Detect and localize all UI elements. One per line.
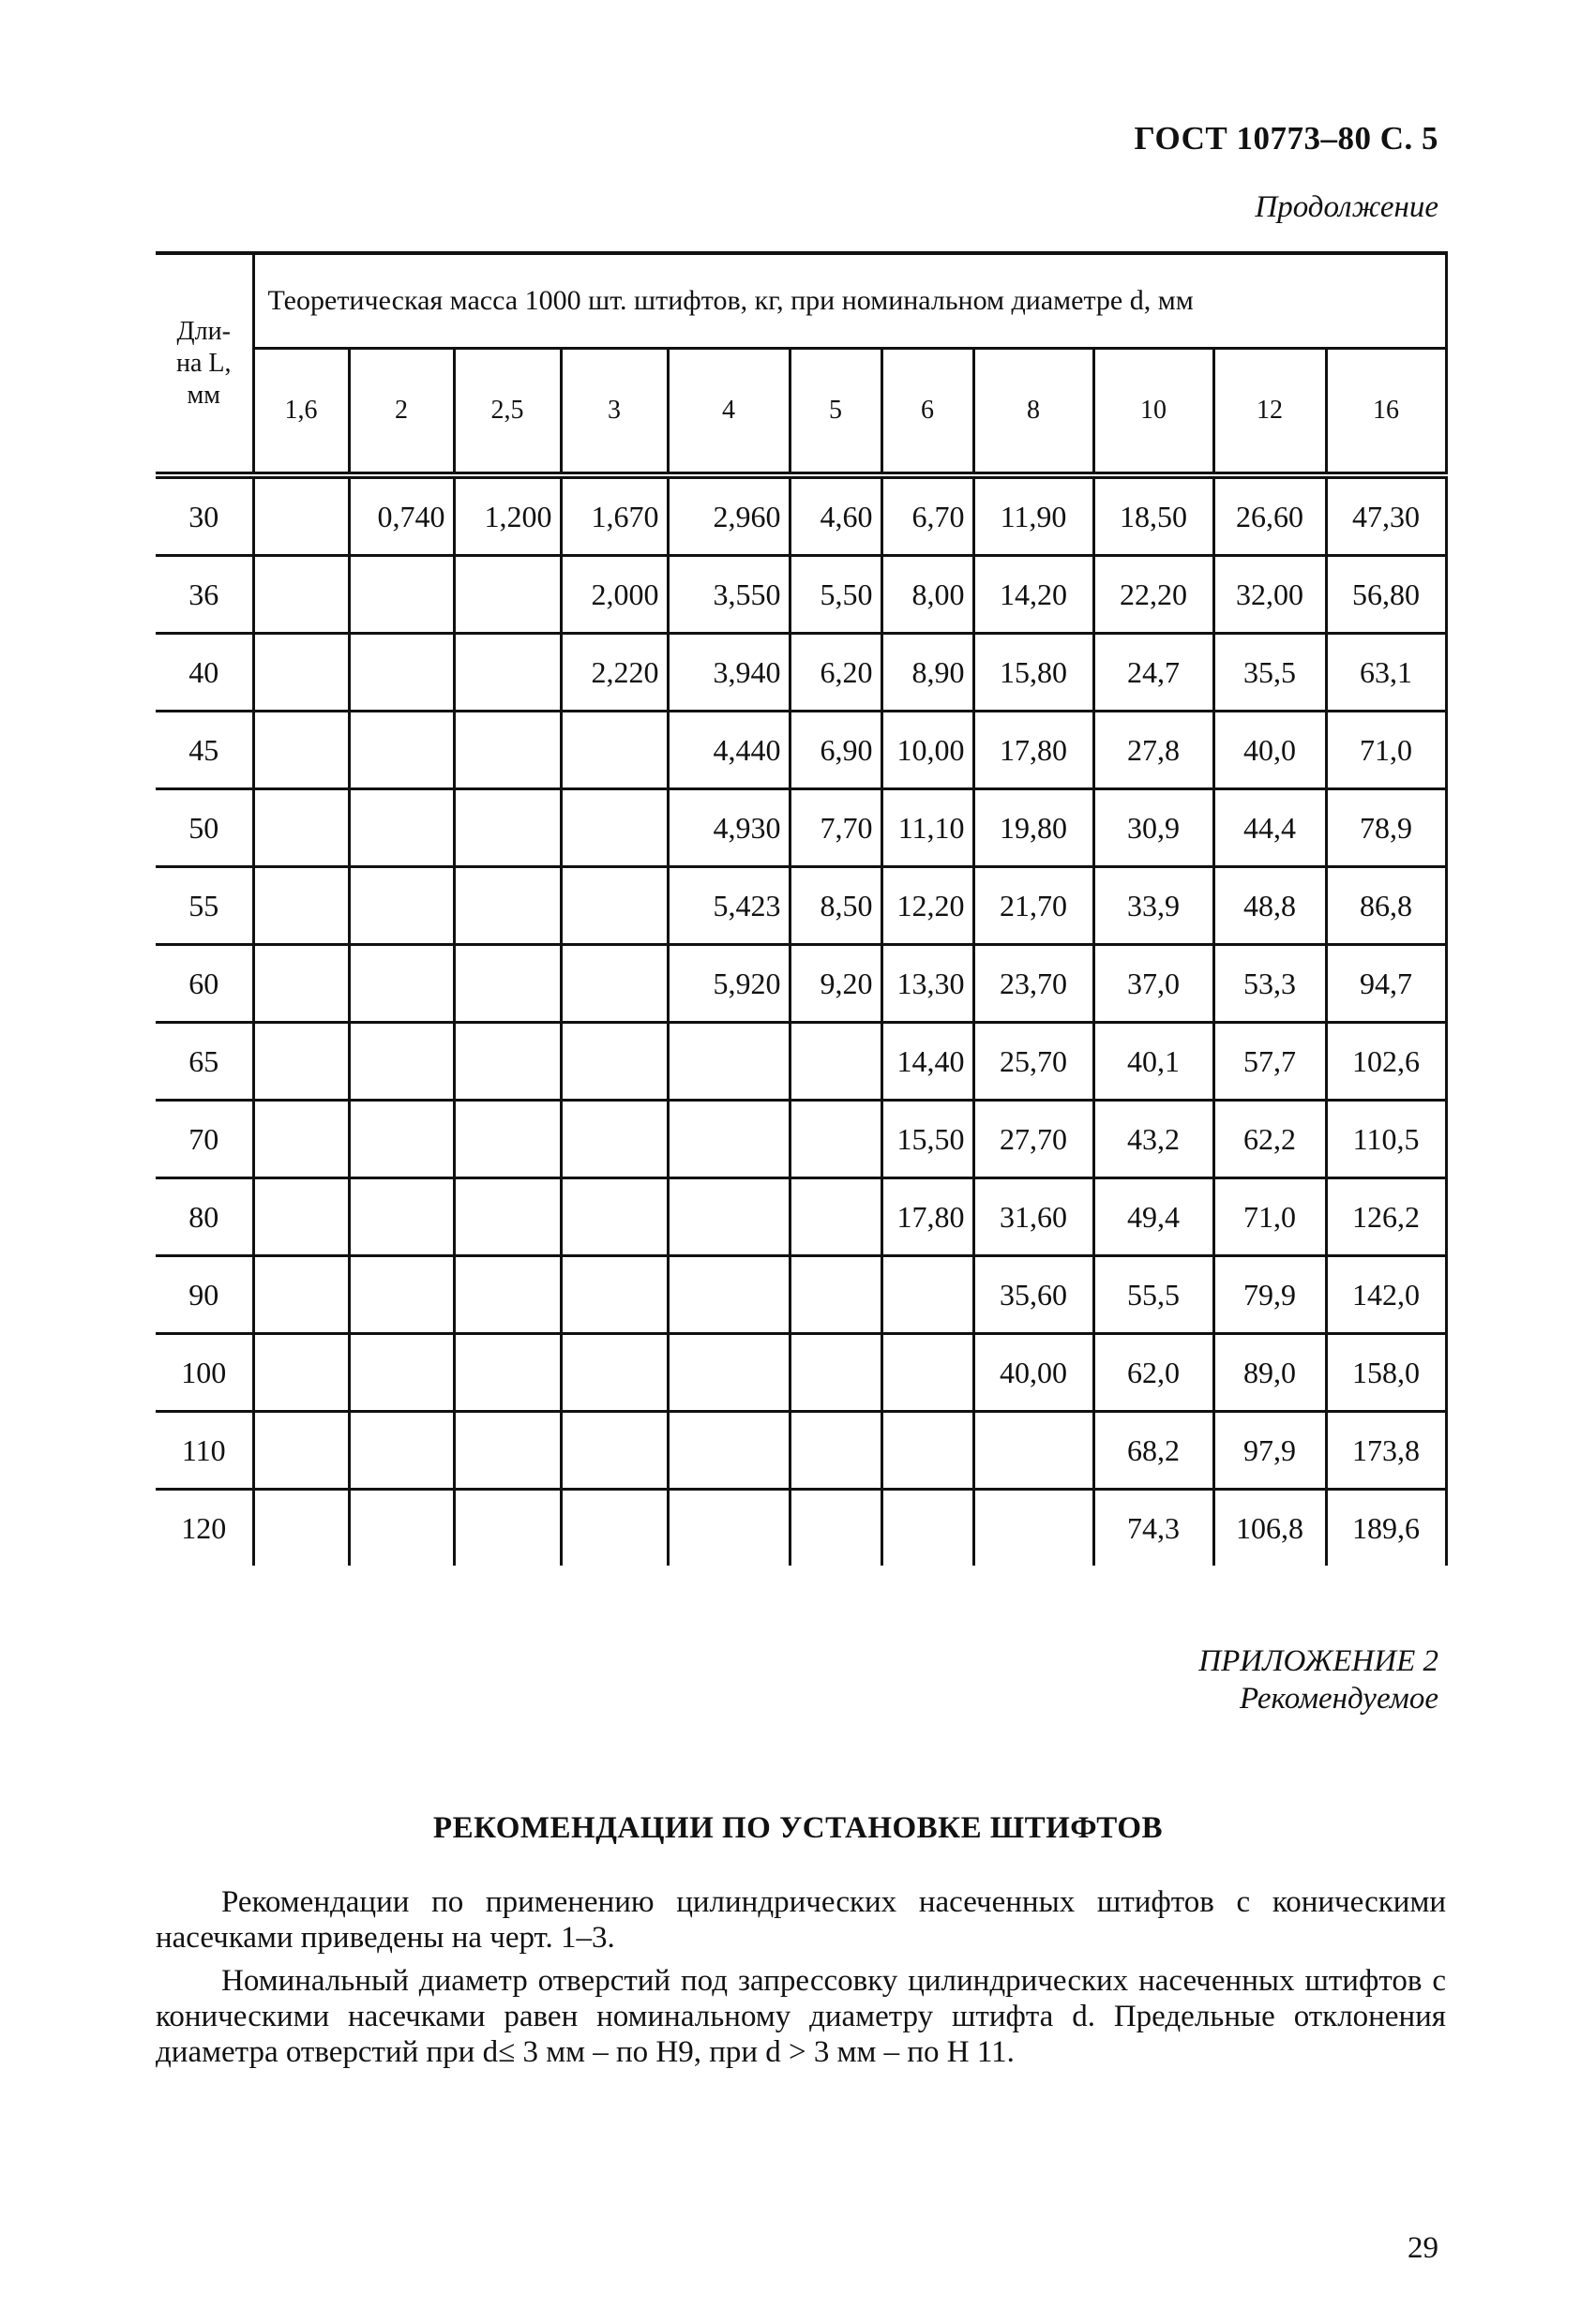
mass-cell: 27,70 — [973, 1101, 1093, 1178]
mass-cell — [454, 1490, 561, 1567]
diameter-header-cell: 8 — [973, 349, 1093, 476]
mass-cell: 25,70 — [973, 1023, 1093, 1101]
mass-cell — [561, 1101, 668, 1178]
mass-cell: 71,0 — [1213, 1178, 1326, 1256]
mass-cell — [790, 1334, 881, 1412]
table-row — [156, 1490, 1446, 1567]
mass-cell: 68,2 — [1093, 1412, 1213, 1490]
table-row — [156, 1101, 1446, 1178]
diameter-header-cell: 3 — [561, 349, 668, 476]
mass-cell: 71,0 — [1326, 712, 1446, 789]
mass-cell: 8,00 — [881, 556, 973, 634]
mass-cell — [790, 1023, 881, 1101]
mass-cell — [668, 1178, 790, 1256]
mass-cell — [349, 634, 454, 712]
mass-cell: 158,0 — [1326, 1334, 1446, 1412]
mass-cell: 62,2 — [1213, 1101, 1326, 1178]
mass-cell: 14,20 — [973, 556, 1093, 634]
mass-cell: 5,50 — [790, 556, 881, 634]
mass-cell: 5,423 — [668, 867, 790, 945]
mass-cell — [454, 1178, 561, 1256]
mass-cell: 9,20 — [790, 945, 881, 1023]
mass-cell — [668, 1101, 790, 1178]
diameter-header-cell: 2,5 — [454, 349, 561, 476]
mass-cell — [253, 1490, 349, 1567]
mass-cell — [253, 556, 349, 634]
mass-cell: 19,80 — [973, 789, 1093, 867]
mass-cell: 1,200 — [454, 475, 561, 556]
mass-cell: 40,1 — [1093, 1023, 1213, 1101]
mass-cell: 57,7 — [1213, 1023, 1326, 1101]
mass-cell: 89,0 — [1213, 1334, 1326, 1412]
table-row — [156, 712, 1446, 789]
mass-cell — [668, 1334, 790, 1412]
mass-cell: 32,00 — [1213, 556, 1326, 634]
length-cell: 45 — [156, 712, 253, 789]
mass-cell — [253, 1412, 349, 1490]
mass-cell — [881, 1490, 973, 1567]
mass-cell: 31,60 — [973, 1178, 1093, 1256]
mass-cell: 7,70 — [790, 789, 881, 867]
diameter-header-cell: 4 — [668, 349, 790, 476]
mass-cell — [349, 1490, 454, 1567]
mass-cell: 44,4 — [1213, 789, 1326, 867]
length-cell: 65 — [156, 1023, 253, 1101]
diameter-header-cell: 16 — [1326, 349, 1446, 476]
mass-cell — [790, 1256, 881, 1334]
mass-cell: 189,6 — [1326, 1490, 1446, 1567]
diameter-header-cell: 2 — [349, 349, 454, 476]
table-row — [156, 1256, 1446, 1334]
mass-cell: 79,9 — [1213, 1256, 1326, 1334]
mass-cell: 15,80 — [973, 634, 1093, 712]
mass-cell — [668, 1256, 790, 1334]
mass-cell: 56,80 — [1326, 556, 1446, 634]
mass-cell: 24,7 — [1093, 634, 1213, 712]
mass-cell: 11,90 — [973, 475, 1093, 556]
mass-cell — [454, 556, 561, 634]
mass-cell — [790, 1101, 881, 1178]
mass-cell — [668, 1412, 790, 1490]
mass-cell — [253, 1178, 349, 1256]
mass-cell — [253, 867, 349, 945]
mass-cell: 5,920 — [668, 945, 790, 1023]
table-row — [156, 475, 1446, 556]
mass-cell: 142,0 — [1326, 1256, 1446, 1334]
length-cell: 110 — [156, 1412, 253, 1490]
mass-cell — [790, 1178, 881, 1256]
mass-cell — [349, 712, 454, 789]
mass-cell: 49,4 — [1093, 1178, 1213, 1256]
length-cell: 55 — [156, 867, 253, 945]
mass-cell: 10,00 — [881, 712, 973, 789]
mass-cell: 48,8 — [1213, 867, 1326, 945]
mass-cell — [561, 1412, 668, 1490]
mass-cell — [561, 945, 668, 1023]
mass-cell — [253, 1023, 349, 1101]
mass-cell: 63,1 — [1326, 634, 1446, 712]
mass-cell: 53,3 — [1213, 945, 1326, 1023]
mass-cell — [881, 1256, 973, 1334]
mass-cell: 3,550 — [668, 556, 790, 634]
mass-cell: 40,0 — [1213, 712, 1326, 789]
length-cell: 100 — [156, 1334, 253, 1412]
appendix-status: Рекомендуемое — [1239, 1682, 1438, 1716]
mass-cell — [253, 1101, 349, 1178]
length-cell: 40 — [156, 634, 253, 712]
length-header-line: на L, — [175, 348, 232, 378]
mass-cell — [881, 1412, 973, 1490]
mass-cell — [349, 789, 454, 867]
mass-cell: 33,9 — [1093, 867, 1213, 945]
mass-cell: 8,90 — [881, 634, 973, 712]
diameter-header-row — [156, 349, 1446, 476]
length-cell: 90 — [156, 1256, 253, 1334]
mass-cell: 94,7 — [1326, 945, 1446, 1023]
mass-cell — [454, 1334, 561, 1412]
mass-cell: 37,0 — [1093, 945, 1213, 1023]
mass-cell — [881, 1334, 973, 1412]
mass-cell — [349, 556, 454, 634]
mass-cell — [561, 1256, 668, 1334]
mass-cell: 0,740 — [349, 475, 454, 556]
mass-cell: 35,60 — [973, 1256, 1093, 1334]
mass-cell — [253, 1334, 349, 1412]
mass-cell — [561, 1023, 668, 1101]
mass-cell: 86,8 — [1326, 867, 1446, 945]
mass-cell — [349, 1412, 454, 1490]
section-body — [156, 1884, 1446, 2077]
mass-cell: 110,5 — [1326, 1101, 1446, 1178]
mass-cell — [349, 1101, 454, 1178]
mass-cell — [561, 867, 668, 945]
appendix-label — [1198, 1642, 1438, 1717]
mass-cell — [561, 1178, 668, 1256]
page-number: 29 — [1408, 2231, 1438, 2265]
mass-cell — [454, 1101, 561, 1178]
mass-cell — [454, 945, 561, 1023]
table-row — [156, 945, 1446, 1023]
mass-cell — [668, 1490, 790, 1567]
mass-cell: 1,670 — [561, 475, 668, 556]
paragraph: Номинальный диаметр отверстий под запрессовку цилиндрических насеченных штифтов с коническими насечками равен номинальному диаметру штифта d. Предельные отклонения диаметра отверстий при d≤ 3 мм – по Н9, при d > 3 мм – по Н 11. — [156, 1964, 1446, 2069]
mass-cell — [454, 867, 561, 945]
mass-cell: 6,20 — [790, 634, 881, 712]
mass-cell: 35,5 — [1213, 634, 1326, 712]
mass-cell: 173,8 — [1326, 1412, 1446, 1490]
mass-cell — [253, 712, 349, 789]
appendix-title: ПРИЛОЖЕНИЕ 2 — [1198, 1644, 1438, 1678]
mass-cell — [790, 1412, 881, 1490]
length-cell: 30 — [156, 475, 253, 556]
mass-cell: 43,2 — [1093, 1101, 1213, 1178]
mass-cell — [973, 1412, 1093, 1490]
mass-cell — [253, 789, 349, 867]
table-body — [156, 475, 1446, 1566]
table-row — [156, 1412, 1446, 1490]
table-row — [156, 1023, 1446, 1101]
document-reference: ГОСТ 10773–80 С. 5 — [1134, 120, 1438, 157]
mass-cell — [561, 1334, 668, 1412]
section-title: РЕКОМЕНДАЦИИ ПО УСТАНОВКЕ ШТИФТОВ — [432, 1811, 1164, 1845]
length-cell: 50 — [156, 789, 253, 867]
mass-cell: 11,10 — [881, 789, 973, 867]
table-row — [156, 867, 1446, 945]
mass-cell: 23,70 — [973, 945, 1093, 1023]
table-row — [156, 634, 1446, 712]
mass-cell: 126,2 — [1326, 1178, 1446, 1256]
mass-cell — [349, 1334, 454, 1412]
mass-cell: 97,9 — [1213, 1412, 1326, 1490]
continuation-label: Продолжение — [1255, 190, 1438, 224]
mass-cell — [790, 1490, 881, 1567]
diameter-header-cell: 5 — [790, 349, 881, 476]
mass-cell: 2,960 — [668, 475, 790, 556]
mass-cell: 17,80 — [881, 1178, 973, 1256]
table-row — [156, 556, 1446, 634]
mass-cell: 8,50 — [790, 867, 881, 945]
mass-cell: 40,00 — [973, 1334, 1093, 1412]
length-cell: 70 — [156, 1101, 253, 1178]
mass-cell: 102,6 — [1326, 1023, 1446, 1101]
mass-cell: 47,30 — [1326, 475, 1446, 556]
mass-cell: 4,60 — [790, 475, 881, 556]
table-row — [156, 789, 1446, 867]
mass-cell — [349, 1256, 454, 1334]
mass-cell: 27,8 — [1093, 712, 1213, 789]
mass-cell — [349, 945, 454, 1023]
mass-cell — [561, 712, 668, 789]
length-header-line: Дли- — [176, 316, 231, 346]
mass-cell — [454, 1412, 561, 1490]
mass-cell — [253, 945, 349, 1023]
mass-cell: 17,80 — [973, 712, 1093, 789]
mass-cell — [454, 1023, 561, 1101]
length-cell: 36 — [156, 556, 253, 634]
mass-cell: 4,440 — [668, 712, 790, 789]
mass-cell: 14,40 — [881, 1023, 973, 1101]
diameter-header-cell: 10 — [1093, 349, 1213, 476]
diameter-header-cell: 1,6 — [253, 349, 349, 476]
mass-cell: 6,70 — [881, 475, 973, 556]
mass-cell: 62,0 — [1093, 1334, 1213, 1412]
length-cell: 60 — [156, 945, 253, 1023]
length-header-line: мм — [187, 380, 220, 410]
paragraph: Рекомендации по применению цилиндрических насеченных штифтов с коническими насечками приведены на черт. 1–3. — [156, 1885, 1446, 1955]
table-row — [156, 1178, 1446, 1256]
mass-cell — [668, 1023, 790, 1101]
mass-cell: 21,70 — [973, 867, 1093, 945]
diameter-header-cell: 12 — [1213, 349, 1326, 476]
diameter-header-cell: 6 — [881, 349, 973, 476]
mass-cell — [454, 712, 561, 789]
mass-cell: 3,940 — [668, 634, 790, 712]
mass-cell — [349, 1178, 454, 1256]
mass-cell: 2,000 — [561, 556, 668, 634]
mass-cell — [349, 867, 454, 945]
mass-cell: 30,9 — [1093, 789, 1213, 867]
mass-cell: 12,20 — [881, 867, 973, 945]
mass-cell: 15,50 — [881, 1101, 973, 1178]
mass-cell — [253, 1256, 349, 1334]
mass-table — [156, 251, 1448, 1566]
mass-cell: 22,20 — [1093, 556, 1213, 634]
mass-cell — [973, 1490, 1093, 1567]
mass-cell — [253, 475, 349, 556]
table-row — [156, 1334, 1446, 1412]
mass-cell: 26,60 — [1213, 475, 1326, 556]
mass-cell: 106,8 — [1213, 1490, 1326, 1567]
mass-cell: 13,30 — [881, 945, 973, 1023]
mass-cell — [349, 1023, 454, 1101]
mass-cell: 78,9 — [1326, 789, 1446, 867]
mass-cell — [253, 634, 349, 712]
mass-cell — [454, 634, 561, 712]
mass-cell — [561, 1490, 668, 1567]
mass-cell: 18,50 — [1093, 475, 1213, 556]
mass-cell: 4,930 — [668, 789, 790, 867]
mass-cell — [561, 789, 668, 867]
length-column-header — [156, 253, 253, 475]
mass-cell: 74,3 — [1093, 1490, 1213, 1567]
mass-cell: 55,5 — [1093, 1256, 1213, 1334]
mass-cell — [454, 1256, 561, 1334]
mass-cell: 2,220 — [561, 634, 668, 712]
mass-column-header: Теоретическая масса 1000 шт. штифтов, кг, при номинальном диаметре d, мм — [253, 253, 1446, 349]
length-cell: 120 — [156, 1490, 253, 1567]
length-cell: 80 — [156, 1178, 253, 1256]
mass-cell — [454, 789, 561, 867]
mass-cell: 6,90 — [790, 712, 881, 789]
